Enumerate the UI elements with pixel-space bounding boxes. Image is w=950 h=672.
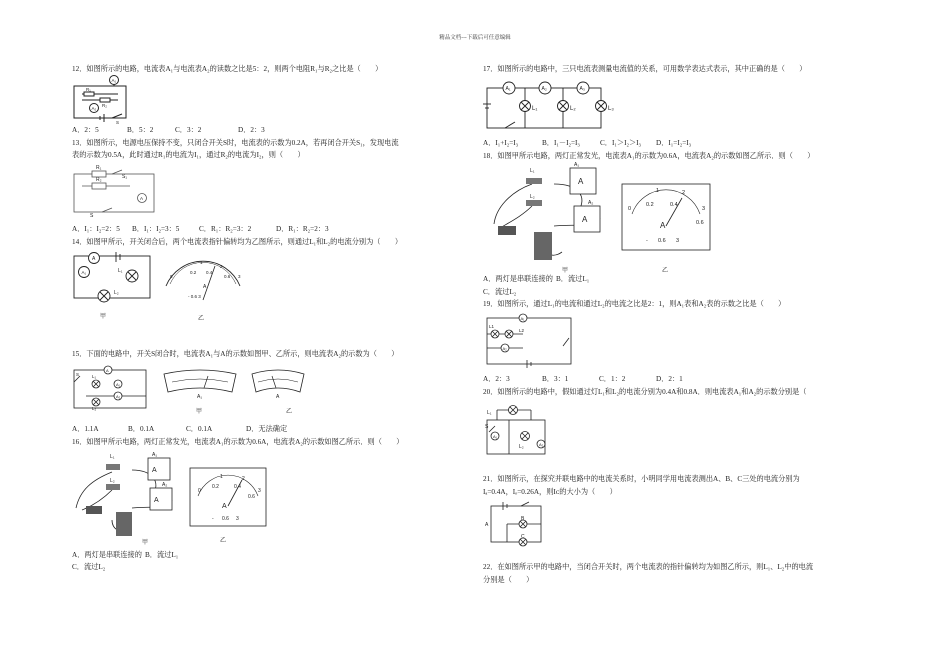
q19-option-b: B．3：1 bbox=[542, 375, 569, 383]
q17-a1-label: A₁ bbox=[505, 86, 511, 92]
q13-r2-label: R₂ bbox=[96, 177, 102, 183]
q14-circuit-diagram bbox=[72, 250, 162, 322]
q12-r2-label: R₂ bbox=[102, 103, 107, 108]
q12-a1-label: A₁ bbox=[111, 78, 117, 83]
q17-option-b: B．I₁－I₂=I₃ bbox=[542, 139, 580, 147]
q18-option-b: B．流过L₁ bbox=[556, 275, 590, 283]
q15-circuit-diagram bbox=[72, 362, 152, 412]
q18-a2-label: A₂ bbox=[588, 200, 594, 206]
q15-a-label: A bbox=[106, 368, 109, 373]
q17-l2-label: L₂ bbox=[570, 106, 576, 112]
q13-stem-line1: 13．如图所示，电源电压保持不变，只闭合开关S时，电流表的示数为0.2A，若再闭合开关S₁，发现电流 bbox=[72, 139, 399, 147]
q18-unit: A bbox=[660, 221, 666, 230]
q18-l2-label: L₂ bbox=[530, 194, 535, 200]
q15-l2-label: L₂ bbox=[92, 406, 97, 411]
q16-a1-label: A₁ bbox=[152, 452, 158, 458]
q18-tick-2: 2 bbox=[682, 190, 686, 196]
q14-a-label: A bbox=[92, 256, 96, 262]
q14-terminals: - 0.6 3 bbox=[188, 294, 201, 299]
q18-option-a: A．两灯是串联连接的 bbox=[483, 275, 553, 283]
q13-option-b: B．I₁：I₂=3：5 bbox=[132, 225, 180, 233]
q22-stem-line2: 分别是（ ） bbox=[483, 576, 534, 584]
q17-circuit-diagram bbox=[483, 76, 617, 134]
q14-tick-3: 3 bbox=[238, 274, 241, 279]
q16-tick-2: 2 bbox=[242, 476, 245, 482]
q17-option-d: D．I₁=I₂=I₃ bbox=[656, 139, 692, 147]
q16-term-06: 0.6 bbox=[222, 516, 229, 522]
q13-option-d: D．R₁：R₂=2：3 bbox=[276, 225, 329, 233]
q15-meter-a1 bbox=[162, 368, 238, 416]
q15-jia-label: 甲 bbox=[196, 409, 203, 415]
q13-circuit-diagram bbox=[72, 164, 162, 218]
q15-meter-a bbox=[250, 368, 306, 416]
q21-stem-line1: 21．如图所示，在探究并联电路中的电流关系时，小明同学用电流表测出A、B、C三处的电流分别为 bbox=[483, 475, 800, 483]
q19-a1-label: A₁ bbox=[520, 316, 525, 321]
q16-tick-0: 0 bbox=[198, 488, 201, 494]
q16-l1-label: L₁ bbox=[110, 454, 115, 460]
q16-tick-06: 0.6 bbox=[248, 494, 255, 500]
q19-a2-label: A₂ bbox=[502, 346, 507, 351]
q17-option-a: A．I₁+I₂=I₃ bbox=[483, 139, 519, 147]
q17-option-c: C．I₁＞I₂＞I₃ bbox=[600, 139, 642, 147]
q18-circuit-photo bbox=[488, 162, 608, 274]
q16-stem: 16．如图甲所示电路，两灯正常发光，电流表A₁的示数为0.6A，电流表A₂的示数如图乙所示．则（ ） bbox=[72, 438, 404, 446]
q17-l3-label: L₃ bbox=[608, 106, 614, 112]
q16-a2-label: A₂ bbox=[162, 482, 168, 488]
q18-tick-0: 0 bbox=[628, 206, 632, 212]
q17-l1-label: L₁ bbox=[532, 106, 538, 112]
q14-tick-1: 1 bbox=[200, 260, 203, 265]
q16-option-b: B．流过L₁ bbox=[145, 551, 179, 559]
q19-option-a: A．2：3 bbox=[483, 375, 510, 383]
q12-option-b: B．5：2 bbox=[127, 126, 154, 134]
q18-tick-04: 0.4 bbox=[670, 202, 678, 208]
q18-tick-1: 1 bbox=[656, 188, 660, 194]
q18-stem: 18．如图甲所示电路，两灯正常发光，电流表A₁的示数为0.6A，电流表A₂的示数如图乙所示．则（ ） bbox=[483, 152, 815, 160]
q20-l1-label: L₁ bbox=[487, 410, 492, 416]
q16-term-minus: - bbox=[212, 516, 214, 522]
q19-stem: 19．如图所示，通过L₁的电流和通过L₂的电流之比是2：1，则A₁表和A₂表的示数之比是（ ） bbox=[483, 300, 786, 308]
q15-a1-label: A₁ bbox=[116, 382, 121, 387]
q14-stem: 14．如图甲所示，开关闭合后，两个电流表指针偏转均为乙图所示，则通过L₁和L₂的电流分别为（ ） bbox=[72, 238, 403, 246]
q18-tick-3: 3 bbox=[702, 206, 706, 212]
q16-tick-1: 1 bbox=[220, 474, 223, 480]
q18-a2-face: A bbox=[582, 215, 588, 224]
q16-l2-label: L₂ bbox=[110, 478, 115, 484]
q18-a1-label: A₁ bbox=[574, 162, 580, 168]
q13-option-a: A．I₁：I₂=2：5 bbox=[72, 225, 120, 233]
q16-jia-label: 甲 bbox=[142, 540, 149, 546]
q20-s-label: S bbox=[485, 424, 489, 430]
q12-circuit-diagram bbox=[72, 74, 132, 125]
q21-circuit-diagram bbox=[483, 500, 555, 548]
q18-l1-label: L₁ bbox=[530, 168, 535, 174]
q18-tick-06: 0.6 bbox=[696, 220, 704, 226]
q22-stem-line1: 22．在如图所示甲的电路中，当闭合开关时，两个电流表的指针偏转均为如图乙所示，则L₁、L₂中的电流 bbox=[483, 563, 814, 571]
q14-l1-label: L₁ bbox=[118, 268, 123, 274]
q19-l1-label: L1 bbox=[489, 324, 495, 329]
q16-ammeter-dial bbox=[190, 468, 268, 548]
q14-a1-label: A₁ bbox=[81, 270, 87, 275]
q20-a2-label: A₂ bbox=[539, 442, 544, 447]
q19-option-d: D．2：1 bbox=[656, 375, 683, 383]
q20-stem: 20．如图所示的电路中，假如通过灯L₁和L₂的电流分别为0.4A和0.8A．则电流表A₁和A₂的示数分别是（ bbox=[483, 388, 807, 396]
q14-yi-label: 乙 bbox=[198, 316, 205, 322]
q16-option-c: C．流过L₂ bbox=[72, 563, 106, 571]
q16-tick-3: 3 bbox=[258, 488, 261, 494]
q14-tick-02: 0.2 bbox=[190, 270, 197, 275]
q15-option-c: C．0.1A bbox=[186, 425, 213, 433]
q21-b-label: B bbox=[521, 516, 525, 522]
q17-stem: 17．如图所示的电路中，三只电流表测量电流值的关系，可用数学表达式表示，其中正确的是（ ） bbox=[483, 65, 807, 73]
q17-a2-label: A₂ bbox=[541, 86, 547, 92]
q15-a2-label: A₂ bbox=[116, 394, 121, 399]
q18-term-3: 3 bbox=[676, 238, 680, 244]
q15-option-a: A．1.1A bbox=[72, 425, 99, 433]
q13-option-c: C．R₁：R₂=3：2 bbox=[199, 225, 252, 233]
q14-tick-2: 2 bbox=[220, 264, 223, 269]
q19-option-c: C．1：2 bbox=[599, 375, 626, 383]
q13-s-label: S bbox=[90, 213, 94, 219]
q18-term-06: 0.6 bbox=[658, 238, 666, 244]
q13-stem-line2: 表的示数为0.5A，此时通过R₁的电流为I₁，通过R₂的电流为I₂，则（ ） bbox=[72, 151, 305, 159]
q14-l2-label: L₂ bbox=[114, 290, 119, 296]
q16-a1-face: A bbox=[152, 467, 157, 474]
q12-stem: 12．如图所示的电路，电流表A₁与电流表A₂的读数之比是5：2，则两个电阻R₁与R₂之比是（ ） bbox=[72, 65, 383, 73]
q15-option-b: B．0.1A bbox=[128, 425, 155, 433]
q12-option-a: A．2：5 bbox=[72, 126, 99, 134]
q18-a1-face: A bbox=[578, 177, 584, 186]
q15-yi-label: 乙 bbox=[286, 409, 293, 415]
q16-tick-02: 0.2 bbox=[212, 484, 219, 490]
q18-jia-label: 甲 bbox=[562, 268, 569, 274]
q15-s-label: S bbox=[76, 372, 80, 377]
q20-l2-label: L₂ bbox=[519, 444, 524, 450]
q15-stem: 15．下面的电路中，开关S闭合时，电流表A₁与A的示数如图甲、乙所示，则电流表A₂的示数为（ ） bbox=[72, 350, 399, 358]
q21-stem-line2: Iₐ=0.4A，Iₒ=0.26A，则Iᴄ的大小为（ ） bbox=[483, 488, 617, 496]
q16-option-a: A．两灯是串联连接的 bbox=[72, 551, 142, 559]
q16-unit: A bbox=[222, 503, 227, 510]
q18-tick-02: 0.2 bbox=[646, 202, 654, 208]
q13-s1-label: S₁ bbox=[122, 174, 128, 180]
q14-tick-06: 0.6 bbox=[224, 274, 231, 279]
q16-a2-face: A bbox=[154, 497, 159, 504]
q15-l1-label: L₁ bbox=[92, 374, 97, 379]
q13-a-label: A bbox=[140, 196, 144, 201]
q18-option-c: C．流过L₂ bbox=[483, 288, 517, 296]
q18-yi-label: 乙 bbox=[662, 268, 669, 274]
q14-tick-0: 0 bbox=[170, 274, 173, 279]
q12-option-c: C．3：2 bbox=[175, 126, 202, 134]
q20-circuit-diagram bbox=[483, 402, 555, 458]
q16-circuit-photo bbox=[72, 450, 182, 546]
q13-r1-label: R₁ bbox=[96, 165, 102, 171]
q12-a2-label: A₂ bbox=[91, 106, 97, 111]
q12-option-d: D．2：3 bbox=[238, 126, 265, 134]
q17-a3-label: A₃ bbox=[579, 86, 585, 92]
q19-circuit-diagram bbox=[483, 312, 575, 370]
q19-l2-label: L2 bbox=[519, 328, 525, 333]
q18-term-minus: - bbox=[646, 238, 648, 244]
q14-ammeter-dial bbox=[158, 256, 248, 322]
q21-a-label: A bbox=[485, 522, 489, 528]
q15-meter2-label: A bbox=[276, 394, 280, 400]
q16-yi-label: 乙 bbox=[220, 538, 227, 544]
page-header: 精品文档---下载后可任意编辑 bbox=[439, 35, 511, 41]
q16-tick-04: 0.4 bbox=[234, 484, 241, 490]
q12-s-label: S bbox=[116, 120, 120, 125]
q18-ammeter-dial bbox=[622, 184, 712, 276]
q12-r1-label: R₁ bbox=[86, 87, 91, 92]
q14-tick-04: 0.4 bbox=[206, 270, 213, 275]
q14-jia-label: 甲 bbox=[100, 314, 107, 320]
q16-term-3: 3 bbox=[236, 516, 239, 522]
q20-a1-label: A₁ bbox=[493, 434, 498, 439]
q14-unit: A bbox=[203, 284, 207, 290]
q21-c-label: C bbox=[521, 534, 525, 540]
q15-option-d: D．无法确定 bbox=[246, 425, 288, 433]
q15-meter1-label: A₁ bbox=[197, 394, 203, 400]
